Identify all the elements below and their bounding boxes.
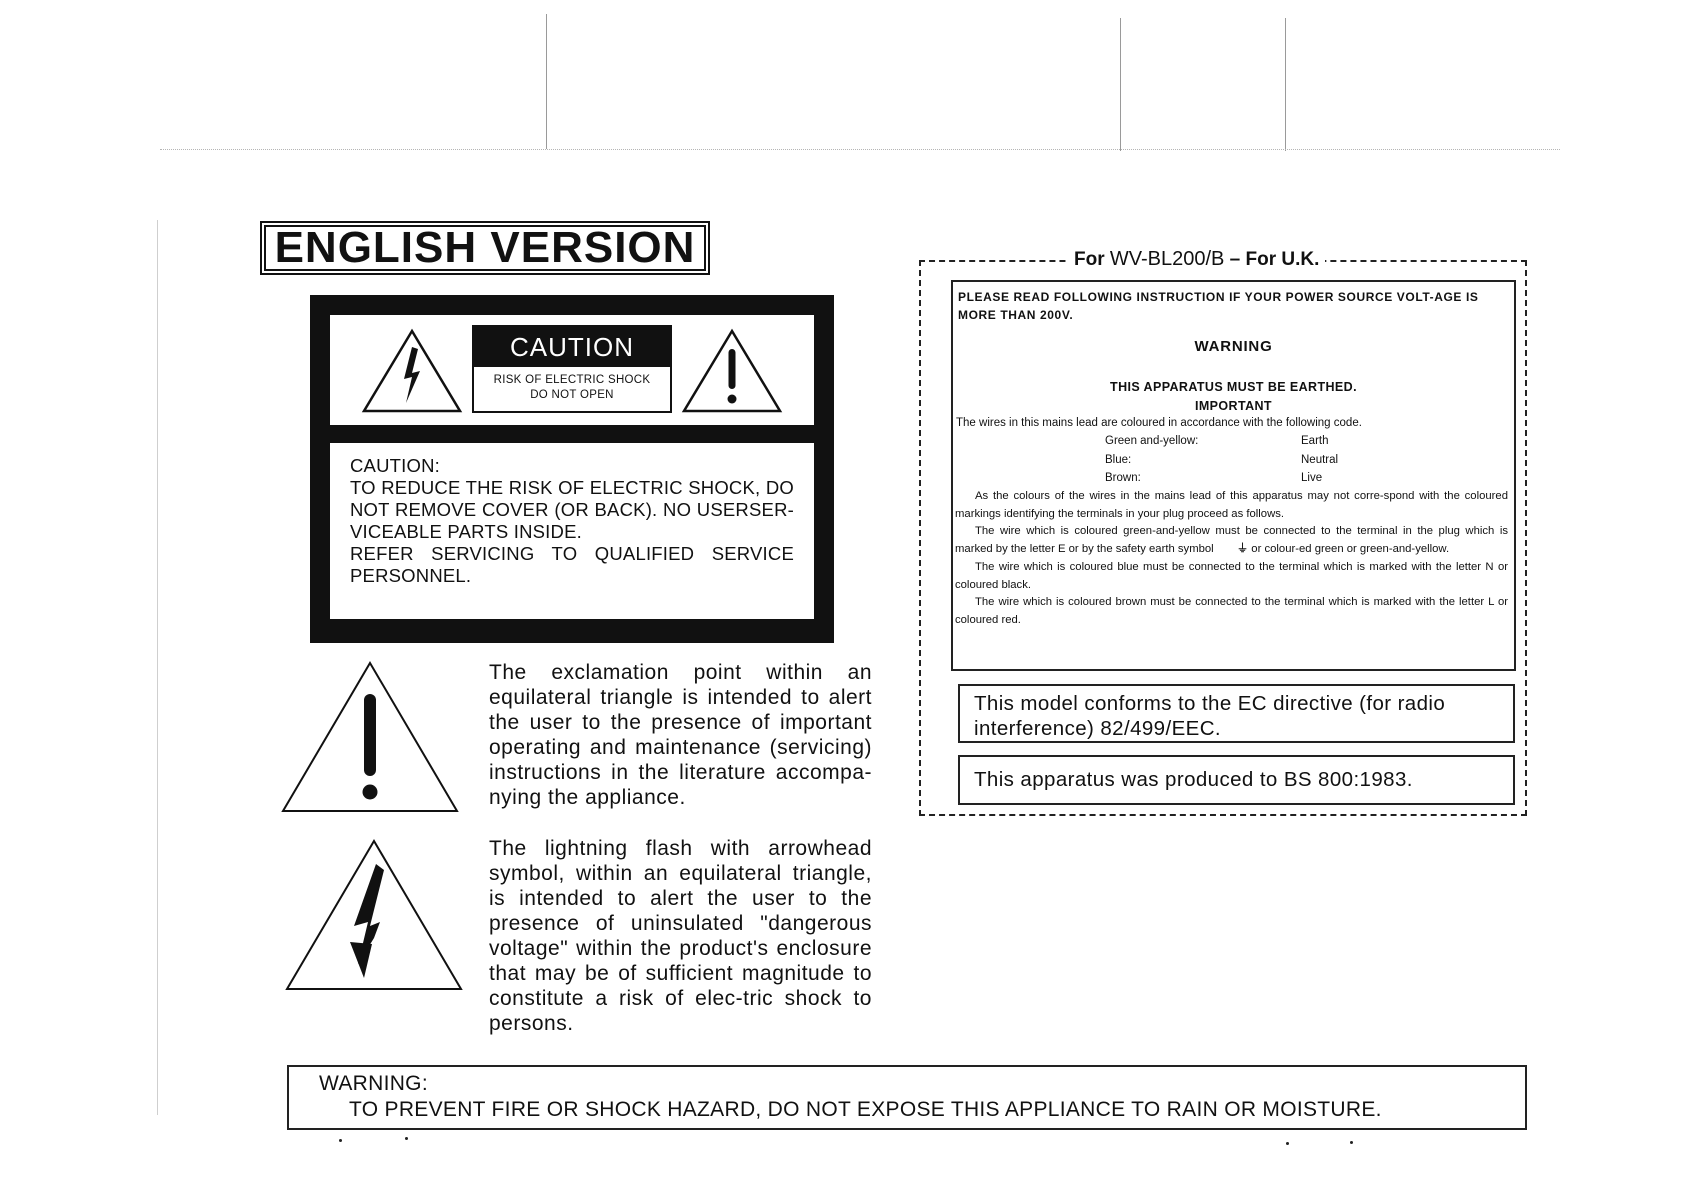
color-code-meaning: Live [1301, 472, 1323, 484]
caution-line: NOT REMOVE COVER (OR BACK). NO USERSER- [350, 499, 794, 520]
uk-paragraph-text: or colour-ed green or green-and-yellow. [1251, 543, 1450, 556]
caution-line: REFER SERVICING TO QUALIFIED SERVICE [350, 543, 794, 564]
registration-mark [1120, 18, 1121, 151]
exclamation-triangle-icon [280, 660, 460, 814]
exclamation-warning-icon [680, 327, 784, 415]
uk-color-code-table [1105, 432, 1405, 488]
scan-dot [1286, 1142, 1289, 1145]
scan-dot [1350, 1141, 1353, 1144]
caution-label [310, 295, 834, 643]
english-version-title [260, 221, 710, 275]
bs-standard-box: This apparatus was produced to BS 800:1983. [958, 755, 1515, 805]
scan-dot [339, 1139, 342, 1142]
uk-header-prefix: For [1074, 249, 1110, 270]
caution-label-body [330, 443, 814, 619]
uk-paragraph: As the colours of the wires in the mains lead of this apparatus may not corre-spond with the coloured markings identifying the terminals in your plug proceed as follows. [955, 490, 1508, 520]
caution-badge-title: CAUTION [474, 327, 670, 367]
uk-wiring-instructions [955, 488, 1508, 630]
caution-line: PERSONNEL. [350, 565, 472, 586]
color-code-color: Blue: [1105, 453, 1132, 466]
warning-text: TO PREVENT FIRE OR SHOCK HAZARD, DO NOT EXPOSE THIS APPLIANCE TO RAIN OR MOISTURE. [349, 1098, 1382, 1121]
uk-section-header [1068, 246, 1325, 273]
color-code-color: Green and-yellow: [1105, 435, 1199, 447]
uk-earthed-heading: THIS APPARATUS MUST BE EARTHED. [1110, 380, 1357, 394]
lightning-warning-icon [360, 327, 464, 415]
ec-directive-box: This model conforms to the EC directive (for radio interference) 82/499/EEC. [958, 684, 1515, 743]
caution-label-header [330, 315, 814, 425]
uk-read-instruction: PLEASE READ FOLLOWING INSTRUCTION IF YOUR POWER SOURCE VOLT-AGE IS MORE THAN 200V. [958, 290, 1479, 322]
uk-paragraph-text: The wire which is coloured green-and-yellow must be connected to the terminal in the plug which is marked by the letter E or by the safety earth symbol [955, 525, 1508, 556]
lightning-triangle-icon [284, 838, 464, 992]
uk-paragraph [955, 523, 1508, 558]
caution-text [350, 455, 794, 587]
moisture-warning-box [287, 1065, 1527, 1130]
lightning-explanation: The lightning flash with arrowhead symbol, within an equilateral triangle, is intended to alert the user to the presence of uninsulated "dangerous voltage" within the product's enclosure that may be of sufficient magnitude to constitute a risk of elec-tric shock to persons. [489, 837, 872, 1035]
registration-line [160, 149, 1560, 150]
earth-symbol-icon: ⏚ [1236, 543, 1249, 556]
caution-line: TO REDUCE THE RISK OF ELECTRIC SHOCK, DO [350, 477, 794, 498]
exclamation-explanation: The exclamation point within an equilateral triangle is intended to alert the user to the presence of important operating and maintenance (servicing) instructions in the literature accompa-nying the appliance. [489, 661, 872, 809]
color-code-meaning: Neutral [1301, 453, 1339, 466]
uk-paragraph: The wire which is coloured blue must be connected to the terminal which is marked with the letter N or coloured black. [955, 560, 1508, 591]
page-title: ENGLISH VERSION [264, 225, 706, 271]
uk-wires-intro: The wires in this mains lead are coloured in accordance with the following code. [956, 417, 1362, 429]
caution-badge-line: RISK OF ELECTRIC SHOCK [493, 374, 651, 386]
color-code-meaning: Earth [1301, 435, 1329, 447]
registration-mark [546, 14, 547, 149]
caution-badge-line: DO NOT OPEN [530, 389, 614, 401]
color-code-row [1105, 451, 1405, 470]
color-code-row [1105, 469, 1405, 488]
uk-instructions-box [951, 280, 1516, 671]
page-edge [157, 220, 158, 1115]
caution-line: VICEABLE PARTS INSIDE. [350, 521, 582, 542]
uk-warning-heading: WARNING [1194, 338, 1273, 355]
uk-header-model: WV-BL200/B [1109, 248, 1225, 270]
warning-title: WARNING: [319, 1072, 428, 1095]
scan-dot [405, 1137, 408, 1140]
uk-header-suffix: – For U.K. [1224, 249, 1320, 270]
uk-important-heading: IMPORTANT [1195, 399, 1272, 413]
caution-heading: CAUTION: [350, 455, 440, 476]
uk-paragraph: The wire which is coloured brown must be connected to the terminal which is marked with the letter L or coloured red. [955, 596, 1508, 626]
color-code-color: Brown: [1105, 472, 1141, 484]
color-code-row [1105, 432, 1405, 451]
caution-badge-subtitle [474, 367, 670, 403]
caution-badge [472, 325, 672, 413]
registration-mark [1285, 18, 1286, 151]
